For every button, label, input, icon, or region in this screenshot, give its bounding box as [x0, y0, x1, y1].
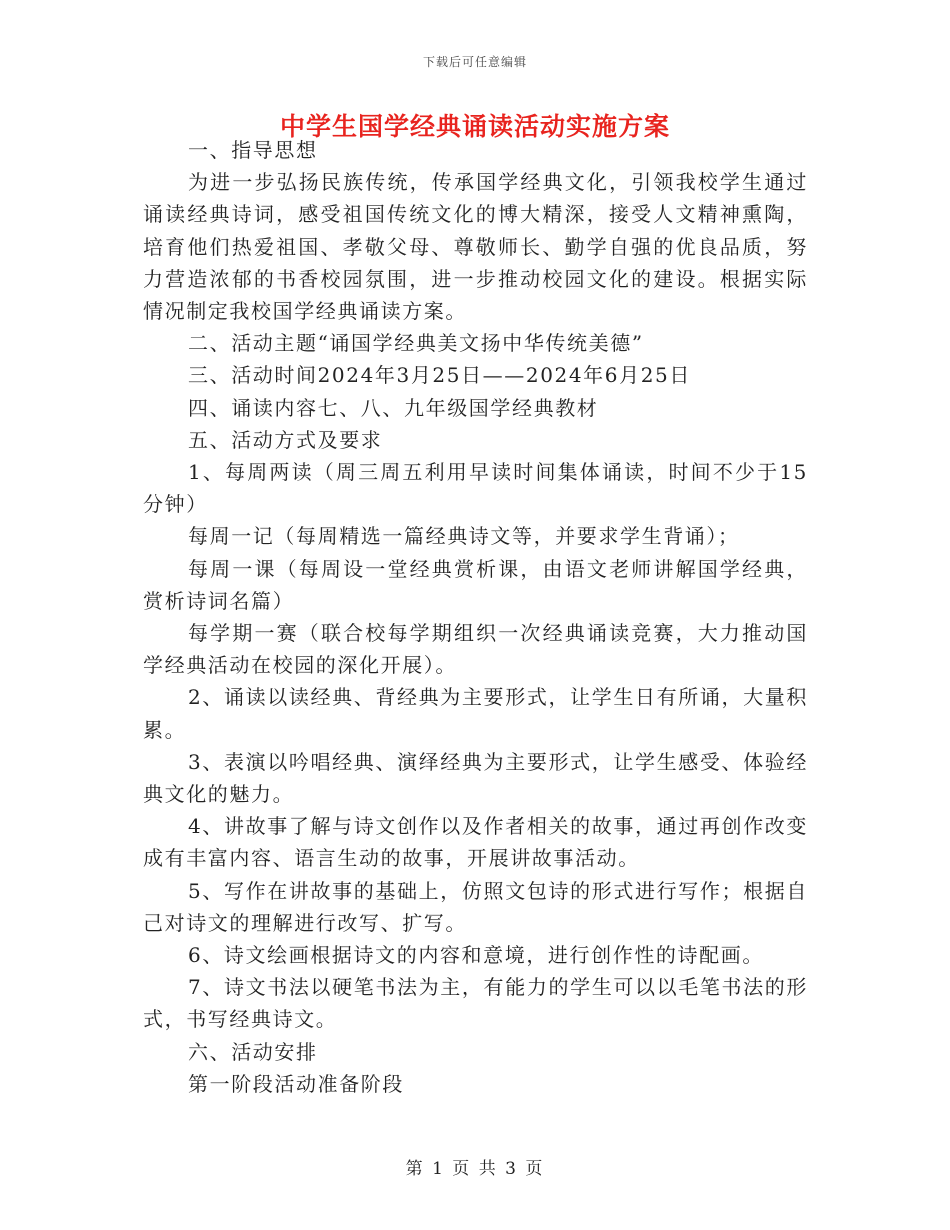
- section-heading-guiding-ideology: 一、指导思想: [188, 138, 318, 162]
- section-heading-content: 四、诵读内容七、八、九年级国学经典教材: [188, 395, 599, 420]
- list-item-storytelling: 4、讲故事了解与诗文创作以及作者相关的故事，通过再创作改变成有丰富内容、语言生动的故事，开展讲故事活动。: [143, 814, 808, 871]
- header-note: 下载后可任意编辑: [422, 55, 527, 69]
- paragraph-stage-one: 第一阶段活动准备阶段: [188, 1071, 404, 1096]
- list-item-weekly-reading: 1、每周两读（周三周五利用早读时间集体诵读，时间不少于15分钟）: [143, 460, 808, 517]
- list-item-painting: 6、诗文绘画根据诗文的内容和意境，进行创作性的诗配画。: [188, 943, 764, 968]
- paragraph-guiding-ideology: 为进一步弘扬民族传统，传承国学经典文化，引领我校学生通过诵读经典诗词，感受祖国传统文化的博大精深，接受人文精神熏陶，培育他们热爱祖国、孝敬父母、尊敬师长、勤学自强的优良品质，努力营造浓郁的书香校园氛围，进一步推动校园文化的建设。根据实际情况制定我校国学经典诵读方案。: [143, 170, 808, 324]
- list-item-weekly-memo: 每周一记（每周精选一篇经典诗文等，并要求学生背诵）；: [188, 524, 740, 549]
- section-heading-methods: 五、活动方式及要求: [188, 427, 383, 452]
- section-heading-theme: 二、活动主题“诵国学经典美文扬中华传统美德”: [188, 331, 644, 356]
- list-item-performance: 3、表演以吟唱经典、演绎经典为主要形式，让学生感受、体验经典文化的魅力。: [143, 749, 808, 807]
- list-item-recitation: 2、诵读以读经典、背经典为主要形式，让学生日有所诵，大量积累。: [143, 685, 808, 742]
- list-item-weekly-lesson: 每周一课（每周设一堂经典赏析课，由语文老师讲解国学经典，赏析诗词名篇）: [143, 556, 808, 613]
- list-item-semester-contest: 每学期一赛（联合校每学期组织一次经典诵读竞赛，大力推动国学经典活动在校园的深化开展）。: [143, 621, 808, 678]
- list-item-calligraphy: 7、诗文书法以硬笔书法为主，有能力的学生可以以毛笔书法的形式，书写经典诗文。: [143, 975, 808, 1032]
- page-footer: 第 1 页 共 3 页: [405, 1159, 545, 1179]
- list-item-writing: 5、写作在讲故事的基础上，仿照文包诗的形式进行写作；根据自己对诗文的理解进行改写、扩写。: [143, 878, 808, 935]
- document-body: [143, 134, 808, 1100]
- document-title: 中学生国学经典诵读活动实施方案: [279, 112, 670, 141]
- section-heading-arrangement: 六、活动安排: [188, 1039, 318, 1064]
- section-heading-time: 三、活动时间2024年3月25日——2024年6月25日: [188, 363, 691, 388]
